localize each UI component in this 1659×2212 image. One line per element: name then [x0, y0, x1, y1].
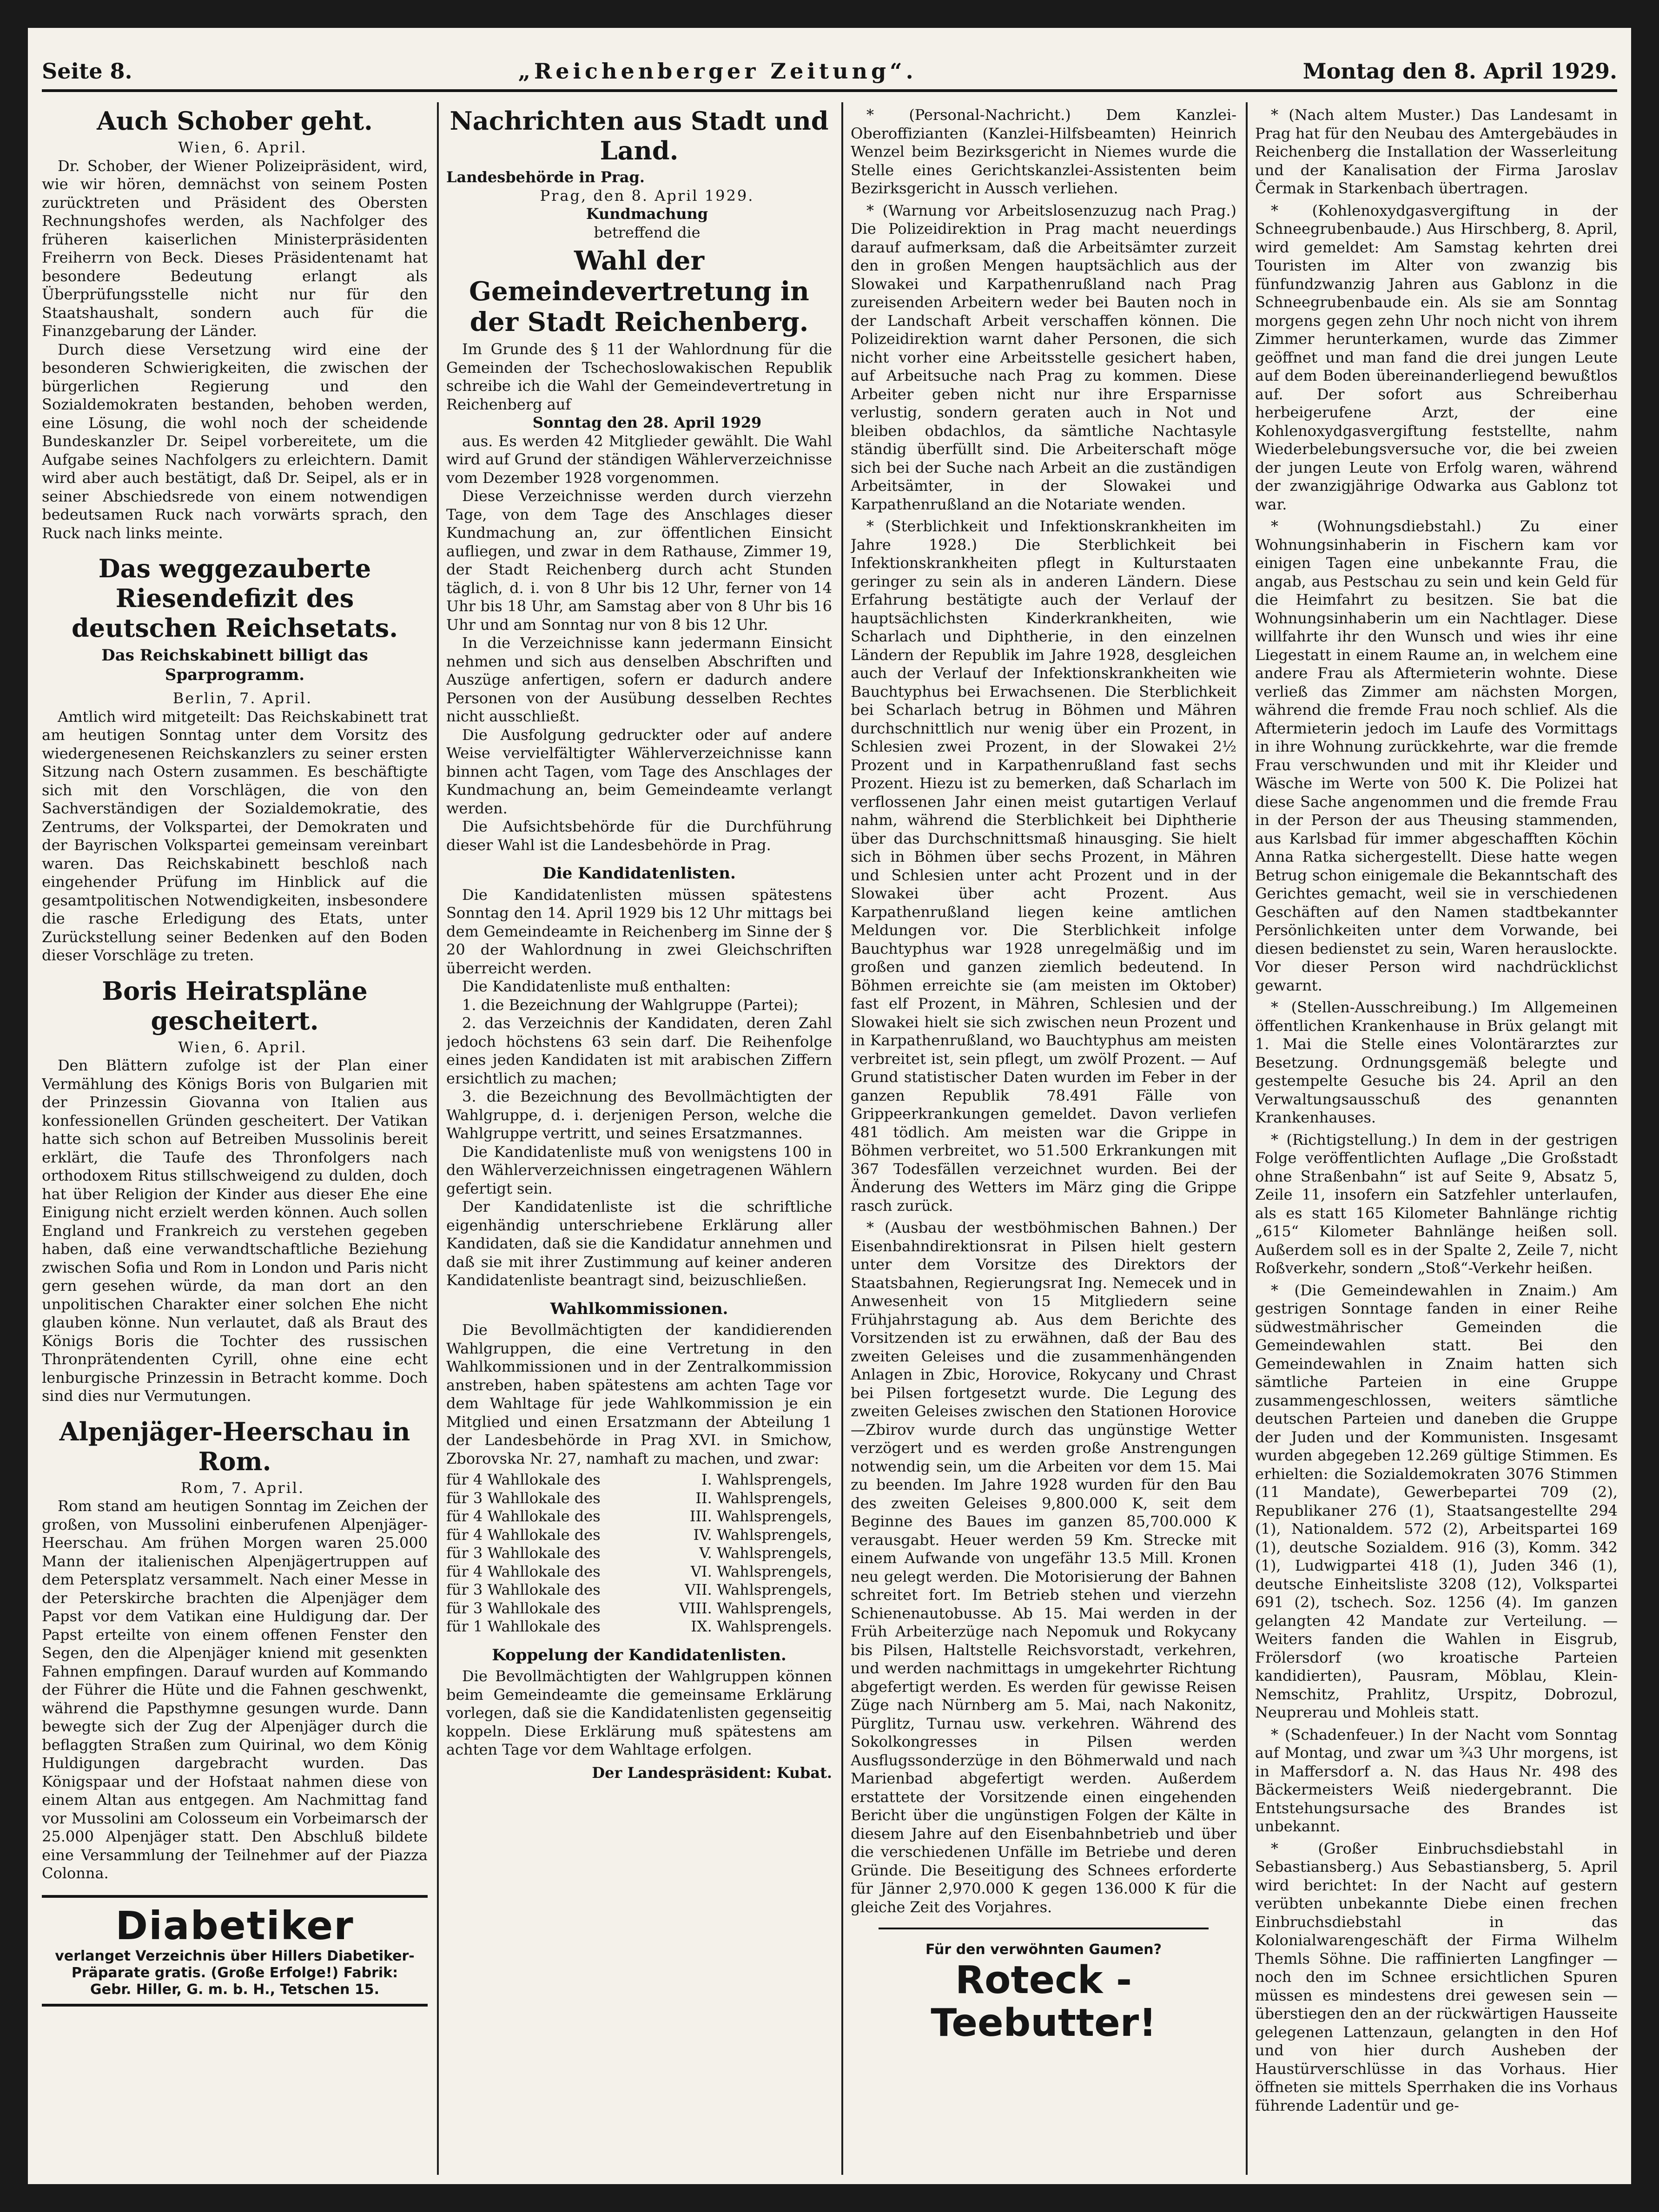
- list-item: für 4 Wahllokale des VI. Wahlsprengels,: [446, 1562, 832, 1580]
- column-divider: [841, 102, 843, 2175]
- article-paragraph: Rom stand am heutigen Sonntag im Zeichen der großen, von Mussolini einberufenen Alpenjäger-Heerschau. Am frühen Morgen waren 25.000 Mann der italienischen Alpenjägertruppen auf dem Petersplatz versammelt. Nach einer Messe in der Peterskirche brachten die Alpenjäger dem Papst vor dem Vatikan eine Huldigung dar. Der Papst erteilte von einem offenen Fenster den Segen, den die Alpenjäger kniend mit gesenkten Fahnen empfingen. Darauf wurden auf Kommando der Führer die Hüte und die Fahnen geschwenkt, während die Papsthymne gesungen wurde. Dann bewegte sich der Zug der Alpenjäger durch die beflaggten Straßen zum Quirinal, wo dem König Huldigungen dargebracht wurden. Das Königspaar und der Hofstaat nahmen diese von einem Altan aus entgegen. Am Nachmittag fand vor Mussolini am Colosseum ein Vorbeimarsch der 25.000 Alpenjäger statt. Den Abschluß bildete eine Versammlung der Teilnehmer auf der Piazza Colonna.: [42, 1497, 428, 1882]
- dateline: Wien, 6. April.: [178, 1038, 307, 1056]
- article-paragraph: Durch diese Versetzung wird eine der besonderen Schwierigkeiten, die zwischen der bürgerlichen Regierung und den Sozialdemokraten bestanden, behoben werden, eine Lösung, die wohl noch der scheidende Bundeskanzler Dr. Seipel vorbereitete, um die Aufgabe seines Nachfolgers zu erleichtern. Damit wird aber auch bestätigt, daß Dr. Seipel, als er in seiner Abschiedsrede von einem notwendigen bedeutsamen Ruck nach vorwärts sprach, den Ruck nach links meinte.: [42, 340, 428, 542]
- article-paragraph: Dr. Schober, der Wiener Polizeipräsident, wird, wie wir hören, demnächst von seinem Posten zurücktreten und Präsident des Obersten Rechnungshofes werden, als Nachfolger des früheren kaiserlichen Ministerpräsidenten Freiherrn von Beck. Dieses Präsidentenamt hat besondere Bedeutung erlangt als Überprüfungsstelle nicht nur für den Staatshaushalt, sondern auch für die Finanzgebarung der Länder.: [42, 157, 428, 340]
- notice-subsection-heading: Wahlkommissionen.: [550, 1299, 728, 1318]
- section-title: Nachrichten aus Stadt und Land.: [449, 106, 829, 165]
- news-item: * (Die Gemeindewahlen in Znaim.) Am gestrigen Sonntage fanden in einer Reihe südwestmährischer Gemeinden die Gemeindewahlen statt. Bei den Gemeindewahlen in Znaim hatten sich sämtliche Parteien in eine Gruppe zusammengeschlossen, weiters sämtliche deutschen Parteien und daneben die Gruppe der Juden und der Kommunisten. Insgesamt wurden abgegeben 12.269 gültige Stimmen. Es erhielten: die Sozialdemokraten 3076 Stimmen (11 Mandate), Gewerbepartei 709 (2), Republikaner 276 (1), Staatsangestellte 294 (1), Nationaldem. 572 (2), Arbeitspartei 169 (1), deutsche Sozialdem. 916 (3), Komm. 342 (1), Ludwigpartei 418 (1), Juden 346 (1), deutsche Einheitsliste 3208 (12), Volkspartei 691 (2), tschech. Soz. 1256 (4). Im ganzen gelangten 42 Mandate zur Verteilung. — Weiters fanden die Wahlen in Eisgrub, Frölersdorf (wo kroatische Parteien kandidierten), Pausram, Möblau, Klein-Nemschitz, Prahlitz, Urspitz, Dobrozul, Neuprerau und Mohleis statt.: [1255, 1281, 1618, 1721]
- article-title: Auch Schober geht.: [97, 106, 373, 136]
- notice-paragraph: In die Verzeichnisse kann jedermann Einsicht nehmen und sich aus denselben Abschriften und Auszüge anfertigen, sofern er dadurch andere Personen von der Ausübung desselben Rechtes nicht ausschließt.: [446, 634, 832, 725]
- news-item: * (Wohnungsdiebstahl.) Zu einer Wohnungsinhaberin in Fischern kam vor einigen Tagen eine unbekannte Frau, die angab, aus Pestschau zu sein und kein Geld für die Heimfahrt zu besitzen. Sie bat die Wohnungsinhaberin um ein Nachtlager. Diese willfahrte ihr den Wunsch und wies ihr eine Liegestatt in einem Raume an, in welchem eine andere Frau als Aftermieterin wohnte. Diese verließ das Zimmer am nächsten Morgen, während die fremde Frau noch schlief. Als die Aftermieterin jedoch im Laufe des Vormittags in ihre Wohnung zurückkehrte, war die fremde Frau verschwunden und mit ihr Kleider und Wäsche im Werte von 500 K. Die Polizei hat diese Sache angenommen und die fremde Frau in der Person der aus Theusing stammenden, aus Karlsbad für immer abgeschafften Köchin Anna Ratka sichergestellt. Diese hatte wegen Betrug schon einigemale die Bekanntschaft des Gerichtes gemacht, weil sie in verschiedenen Geschäften auf den Namen stadtbekannter Persönlichkeiten unter dem Vorwande, bei diesen bedienstet zu sein, Waren herauslockte. Vor dieser Person wird nachdrücklichst gewarnt.: [1255, 517, 1618, 994]
- ad-title: Diabetiker: [115, 1902, 354, 1948]
- news-item: * (Nach altem Muster.) Das Landesamt in Prag hat für den Neubau des Amtergebäudes in Reichenberg die Installation der Wasserleitung und der Kanalisation der Firma Jaroslav Čermak in Starkenbach übertragen.: [1255, 106, 1618, 197]
- ad-tagline: Für den verwöhnten Gaumen?: [925, 1941, 1162, 1958]
- notice-paragraph: Die Kandidatenliste muß enthalten:: [462, 977, 731, 995]
- news-item: * (Schadenfeuer.) In der Nacht vom Sonntag auf Montag, und zwar um ¾3 Uhr morgens, ist in Maffersdorf a. N. das Haus Nr. 498 des Bäckermeisters Weiß niedergebrannt. Die Entstehungsursache des Brandes ist unbekannt.: [1255, 1725, 1618, 1835]
- column-3: [851, 102, 1236, 2184]
- authority-name: Landesbehörde in Prag.: [446, 168, 645, 186]
- article-paragraph: Den Blättern zufolge ist der Plan einer Vermählung des Königs Boris von Bulgarien mit der Prinzessin Giovanna von Italien aus konfessionellen Gründen gescheitert. Der Vatikan hatte sich schon auf Betreiben Mussolinis bereit erklärt, die Taufe des Thronfolgers nach orthodoxem Ritus stillschweigend zu dulden, doch hat über Religion der Kinder aus dieser Ehe eine Einigung nicht erzielt werden können. Auch sollen England und Frankreich zu verstehen gegeben haben, daß eine verwandtschaftliche Beziehung zwischen Sofia und Rom in London und Paris nicht gern gesehen würde, da man dort an den unpolitischen Charakter einer solchen Ehe nicht glauben könne. Nun verlautet, daß als Braut des Königs Boris die Tochter des russischen Thronprätendenten Cyrill, ohne eine echt lenburgische Prinzessin in Betracht komme. Doch sind dies nur Vermutungen.: [42, 1056, 428, 1405]
- notice-paragraph: Diese Verzeichnisse werden durch vierzehn Tage, von dem Tage des Anschlages dieser Kundmachung an, zur öffentlichen Einsicht aufliegen, und zwar in dem Rathause, Zimmer 19, der Stadt Reichenberg durch acht Stunden täglich, d. i. von 8 Uhr bis 12 Uhr, ferner von 14 Uhr bis 18 Uhr, am Samstag aber von 8 Uhr bis 16 Uhr und am Sonntag nur von 8 bis 12 Uhr.: [446, 487, 832, 634]
- list-item: für 3 Wahllokale des VII. Wahlsprengels,: [446, 1581, 832, 1598]
- dateline: Rom, 7. April.: [180, 1479, 305, 1497]
- dateline: Wien, 6. April.: [178, 139, 307, 156]
- page-number: Seite 8.: [42, 59, 132, 84]
- notice-paragraph: Die Kandidatenlisten müssen spätestens Sonntag den 14. April 1929 bis 12 Uhr mittags bei dem Gemeindeamte in Reichenberg im Sinne der § 20 der Wahlordnung in zwei Gleichschriften überreicht werden.: [446, 885, 832, 977]
- header-rule: [42, 89, 1617, 92]
- notice-paragraph: Die Bevollmächtigten der Wahlgruppen können beim Gemeindeamte die gemeinsame Erklärung vorlegen, daß sie die Kandidatenlisten gegenseitig koppeln. Diese Erklärung muß spätestens am achten Tage vor dem Wahltage erfolgen.: [446, 1667, 832, 1758]
- notice-title: Wahl der Gemeindevertretung in der Stadt Reichenberg.: [469, 245, 809, 337]
- issue-date: Montag den 8. April 1929.: [1302, 59, 1617, 84]
- list-item: für 3 Wahllokale des VIII. Wahlsprengels,: [446, 1599, 832, 1617]
- notice-heading: Kundmachung: [586, 205, 708, 223]
- news-item: * (Ausbau der westböhmischen Bahnen.) Der Eisenbahndirektionsrat in Pilsen hielt gestern unter dem Vorsitze des Direktors der Staatsbahnen, Regierungsrat Ing. Nemecek und in Anwesenheit von 15 Mitgliedern seine Frühjahrstagung ab. Aus dem Berichte des Vorsitzenden ist zu erwähnen, daß der Bau des zweiten Geleises und die zusammenhängenden Anlagen in Zbic, Horovice, Rokycany und Chrast bei Pilsen fortgesetzt wurde. Die Legung des zweiten Geleises zwischen den Stationen Horovice—Zbirov wurde durch das ungünstige Wetter verzögert und es werden große Anstrengungen notwendig sein, um die Arbeiten vor dem 15. Mai zu beenden. Im Jahre 1928 wurden für den Bau des zweiten Geleises 9,800.000 K, seit dem Beginne des Baues im ganzen 85,700.000 K verausgabt. Heuer werden 59 Km. Strecke mit einem Aufwande von ungefähr 13.5 Mill. Kronen neu gelegt werden. Die Motorisierung der Bahnen schreitet fort. Im Betrieb stehen und vierzehn Schienenautobusse. Ab 15. Mai werden in der Früh Arbeiterzüge nach Nepomuk und Rokycany bis Pilsen, Haltstelle Reichsvorstadt, verkehren, und werden nachmittags in umgekehrter Richtung abgefertigt werden. Es werden für gewisse Reisen Züge nach Nürnberg am 5. Mai, nach Nakonitz, Pürglitz, Turnau usw. verkehren. Während des Sokolkongresses in Pilsen werden Ausflugssonderzüge in den Böhmerwald und nach Marienbad abgefertigt werden. Außerdem erstattete der Vorsitzende einen eingehenden Bericht über die ungünstigen Folgen der Kälte in diesem Jahre auf den Eisenbahnbetrieb und über die verschiedenen Unfälle im Betriebe und deren Gründe. Die Beseitigung des Schnees erforderte für Jänner 2,970.000 K gegen 136.000 K für die gleiche Zeit des Vorjahres.: [851, 1219, 1236, 1916]
- news-item: * (Stellen-Ausschreibung.) Im Allgemeinen öffentlichen Krankenhause in Brüx gelangt mit 1. Mai die Stelle eines Volontärarztes zur Besetzung. Ordnungsgemäß belegte und gestempelte Gesuche bis 24. April an den Verwaltungsausschuß des genannten Krankenhauses.: [1255, 998, 1618, 1126]
- article-subtitle: Das Reichskabinett billigt das Sparprogramm.: [101, 646, 368, 684]
- article-paragraph: Amtlich wird mitgeteilt: Das Reichskabinett trat am heutigen Sonntag unter dem Vorsitz des wiedergenesenen Reichskanzlers zu seiner ersten Sitzung nach Ostern zusammen. Es beschäftigte sich mit den Vorschlägen, die von den Sachverständigen der Sozialdemokratie, des Zentrums, der Volkspartei, der Demokraten und der Bayrischen Volkspartei gemeinsam vereinbart waren. Das Reichskabinett beschloß nach eingehender Prüfung im Hinblick auf die gesamtpolitischen Notwendigkeiten, insbesondere die rasche Erledigung des Etats, unter Zurückstellung seiner Bedenken auf den Boden dieser Vorschläge zu treten.: [42, 707, 428, 964]
- list-item: für 3 Wahllokale des II. Wahlsprengels,: [446, 1489, 832, 1507]
- notice-subheading: betreffend die: [594, 223, 701, 241]
- news-item: * (Warnung vor Arbeitslosenzuzug nach Prag.) Die Polizeidirektion in Prag macht neuerdings darauf aufmerksam, daß die Arbeitsämter zurzeit den in großen Mengen hauptsächlich aus der Slowakei und Karpathenrußland nach Prag zureisenden Arbeitern weder bei Bauten noch in der Landschaft Arbeit verschaffen können. Die Polizeidirektion warnt daher Personen, die sich nicht vorher eine Arbeitsstelle gesichert haben, auf Arbeitsuche nach Prag zu kommen. Diese Arbeiter geben nicht nur ihre Ersparnisse verlustig, sondern geraten auch in Not und bleiben obdachlos, da sämtliche Nachtasyle ständig überfüllt sind. Die Arbeiterschaft möge sich bei der Suche nach Arbeit an die zuständigen Arbeitsämter, in der Slowakei und Karpathenrußland an die Notariate wenden.: [851, 201, 1236, 513]
- ad-divider: [879, 1928, 1209, 1929]
- ad-text: verlanget Verzeichnis über Hillers Diabetiker-Präparate gratis. (Große Erfolge!) Fabrik:: [55, 1948, 415, 1981]
- ad-company: Gebr. Hiller, G. m. b. H., Tetschen 15.: [90, 1981, 380, 1998]
- notice-signature: Der Landespräsident: Kubat.: [592, 1763, 832, 1782]
- article-title: Boris Heiratspläne gescheitert.: [102, 976, 368, 1036]
- election-date: Sonntag den 28. April 1929: [532, 414, 762, 431]
- news-item: * (Großer Einbruchsdiebstahl in Sebastiansberg.) Aus Sebastiansberg, 5. April wird berichtet: In der Nacht auf gestern verübten unbekannte Diebe einen frechen Einbruchsdiebstahl in das Kolonialwarengeschäft der Firma Wilhelm Themls Söhne. Die raffinierten Langfinger — noch den im Schnee ersichtlichen Spuren müssen es mindestens drei gewesen sein — überstiegen den an der rückwärtigen Hausseite gelegenen Lattenzaun, gelangten in den Hof und von hier durch Ausheben der Haustürverschlüsse in das Vorhaus. Hier öffneten sie mittels Sperrhaken die ins Vorhaus führende Ladentür und ge-: [1255, 1839, 1618, 2114]
- news-item: * (Personal-Nachricht.) Dem Kanzlei-Oberoffizianten (Kanzlei-Hilfsbeamten) Heinrich Wenzel beim Bezirksgericht in Niemes wurde die Stelle eines Gerichtskanzlei-Assistenten beim Bezirksgericht in Aussch verliehen.: [851, 106, 1236, 197]
- list-item: für 4 Wahllokale des III. Wahlsprengels,: [446, 1507, 832, 1525]
- notice-paragraph: 3. die Bezeichnung des Bevollmächtigten der Wahlgruppe, d. i. derjenigen Person, welche die Wahlgruppe vertritt, und seines Ersatzmannes.: [446, 1088, 832, 1142]
- notice-paragraph: aus. Es werden 42 Mitglieder gewählt. Die Wahl wird auf Grund der ständigen Wählerverzeichnisse vom Dezember 1928 vorgenommen.: [446, 432, 832, 487]
- article-title: Das weggezauberte Riesendefizit des deutschen Reichsetats.: [72, 554, 398, 643]
- notice-paragraph: Die Ausfolgung gedruckter oder auf andere Weise vervielfältigter Wählerverzeichnisse kann binnen acht Tagen, vom Tage des Anschlages der Kundmachung an, beim Gemeindeamte verlangt werden.: [446, 726, 832, 817]
- dateline: Berlin, 7. April.: [172, 689, 313, 707]
- list-item: für 3 Wahllokale des V. Wahlsprengels,: [446, 1544, 832, 1562]
- notice-subsection-heading: Koppelung der Kandidatenlisten.: [492, 1645, 787, 1664]
- diabetiker-advertisement: [42, 1895, 428, 2007]
- column-2: [446, 102, 832, 2184]
- notice-paragraph: Der Kandidatenliste ist die schriftliche eigenhändig unterschriebene Erklärung aller Kandidaten, daß sie die Kandidatur annehmen und daß sie mit ihrer Zustimmung auf keiner anderen Kandidatenliste beantragt sind, beizuschließen.: [446, 1198, 832, 1289]
- news-item: * (Kohlenoxydgasvergiftung in der Schneegrubenbaude.) Aus Hirschberg, 8. April, wird gemeldet: Am Samstag kehrten drei Touristen im Alter von zwanzig bis fünfundzwanzig Jahren aus Gablonz in die Schneegrubenbaude ein. Als sie am Sonntag morgens gegen zehn Uhr noch nicht von ihrem Zimmer herunterkamen, wurde das Zimmer geöffnet und man fand die drei jungen Leute auf dem Boden übereinanderliegend bewußtlos auf. Der sofort aus Schreiberhau herbeigerufene Arzt, der eine Kohlenoxydgasvergiftung feststellte, nahm Wiederbelebungsversuche vor, die bei zweien der jungen Leute von Erfolg waren, während der zwanzigjährige Odwarka aus Gablonz tot war.: [1255, 201, 1618, 513]
- column-divider: [1246, 102, 1248, 2175]
- page-header: [42, 41, 1617, 84]
- list-item: für 4 Wahllokale des I. Wahlsprengels,: [446, 1471, 832, 1488]
- notice-subsection-heading: Die Kandidatenlisten.: [542, 864, 736, 883]
- news-item: * (Sterblichkeit und Infektionskrankheiten im Jahre 1928.) Die Sterblichkeit bei Infektionskrankheiten pflegt in Kulturstaaten geringer zu sein als in anderen Ländern. Diese Erfahrung bestätigte auch der Verlauf der hauptsächlichsten Kinderkrankheiten, wie Scharlach und Diphtherie, in den einzelnen Ländern der Republik im Jahre 1928, desgleichen auch der Verlauf der Infektionskrankheiten wie Bauchtyphus bei Erwachsenen. Die Sterblichkeit bei Scharlach betrug in Böhmen und Mähren durchschnittlich nur wenig über ein Prozent, in Schlesien zwei Prozent, in der Slowakei 2½ Prozent und in Karpathenrußland fast sechs Prozent. Hiezu ist zu bemerken, daß Scharlach im verflossenen Jahr einen meist gutartigen Verlauf nahm, während die Sterblichkeit bei Diphtherie über das Durchschnittsmaß hinausging. Sie hielt sich in Böhmen über sechs Prozent, in Mähren und Schlesien unter acht Prozent und in der Slowakei über acht Prozent. Aus Karpathenrußland liegen keine amtlichen Meldungen vor. Die Sterblichkeit infolge Bauchtyphus war 1928 unregelmäßig und im großen und ganzen ziemlich bedeutend. In Böhmen erreichte sie (am meisten im Oktober) fast elf Prozent, in Mähren, Schlesien und der Slowakei hielt sie sich zwischen neun Prozent und in Karpathenrußland, wo Bauchtyphus am meisten verbreitet ist, sein pflegt, um zwölf Prozent. — Auf Grund statistischer Daten wurden im Feber in der ganzen Republik 78.491 Fälle von Grippeerkrankungen gemeldet. Davon verliefen 481 tödlich. Am meisten war die Grippe in Böhmen verbreitet, wo 51.500 Erkrankungen mit 367 Todesfällen verzeichnet wurden. Bei der Änderung des Wetters im März ging die Grippe rasch zurück.: [851, 517, 1236, 1215]
- column-divider: [437, 102, 439, 2175]
- article-title: Alpenjäger-Heerschau in Rom.: [59, 1416, 410, 1476]
- notice-paragraph: Die Aufsichtsbehörde für die Durchführung dieser Wahl ist die Landesbehörde in Prag.: [446, 818, 832, 854]
- notice-paragraph: Die Kandidatenliste muß von wenigstens 100 in den Wählerverzeichnissen eingetragenen Wählern gefertigt sein.: [446, 1142, 832, 1197]
- column-4: [1255, 102, 1618, 2184]
- list-item: für 1 Wahllokale des IX. Wahlsprengels.: [446, 1618, 832, 1635]
- notice-paragraph: 2. das Verzeichnis der Kandidaten, deren Zahl jedoch höchstens 63 sein darf. Die Reihenfolge eines jeden Kandidaten ist mit arabischen Ziffern ersichtlich zu machen;: [446, 1014, 832, 1087]
- news-item: * (Richtigstellung.) In dem in der gestrigen Folge veröffentlichten Auflage „Die Großstadt ohne Straßenbahn“ ist auf Seite 9, Absatz 5, Zeile 11, insofern ein Satzfehler unterlaufen, als es statt 165 Kilometer Bahnlänge richtig „615“ Kilometer Bahnlänge heißen soll. Außerdem soll es in der Spalte 2, Zeile 7, nicht Roßverkehr, sondern „Stoß“-Verkehr heißen.: [1255, 1130, 1618, 1277]
- notice-paragraph: Im Grunde des § 11 der Wahlordnung für die Gemeinden der Tschechoslowakischen Republik schreibe ich die Wahl der Gemeindevertretung in Reichenberg auf: [446, 340, 832, 413]
- notice-paragraph: 1. die Bezeichnung der Wahlgruppe (Partei);: [462, 996, 799, 1014]
- newspaper-page: [28, 28, 1631, 2184]
- newspaper-title: „Reichenberger Zeitung“.: [518, 59, 917, 84]
- notice-paragraph: Die Bevollmächtigten der kandidierenden Wahlgruppen, die eine Vertretung in den Wahlkommissionen und in der Zentralkommission anstreben, haben spätestens am achten Tage vor dem Wahltage für jede Wahlkommission je ein Mitglied und einen Ersatzmann der Abteilung 1 der Landesbehörde in Prag XVI. in Smichow, Zborovska Nr. 27, namhaft zu machen, und zwar:: [446, 1321, 832, 1467]
- column-1: [42, 102, 428, 2184]
- polling-station-list: [446, 1471, 832, 1636]
- teebutter-advertisement: Roteck - Teebutter!: [931, 1958, 1157, 2045]
- dateline: Prag, den 8. April 1929.: [540, 186, 754, 205]
- list-item: für 4 Wahllokale des IV. Wahlsprengels,: [446, 1525, 832, 1544]
